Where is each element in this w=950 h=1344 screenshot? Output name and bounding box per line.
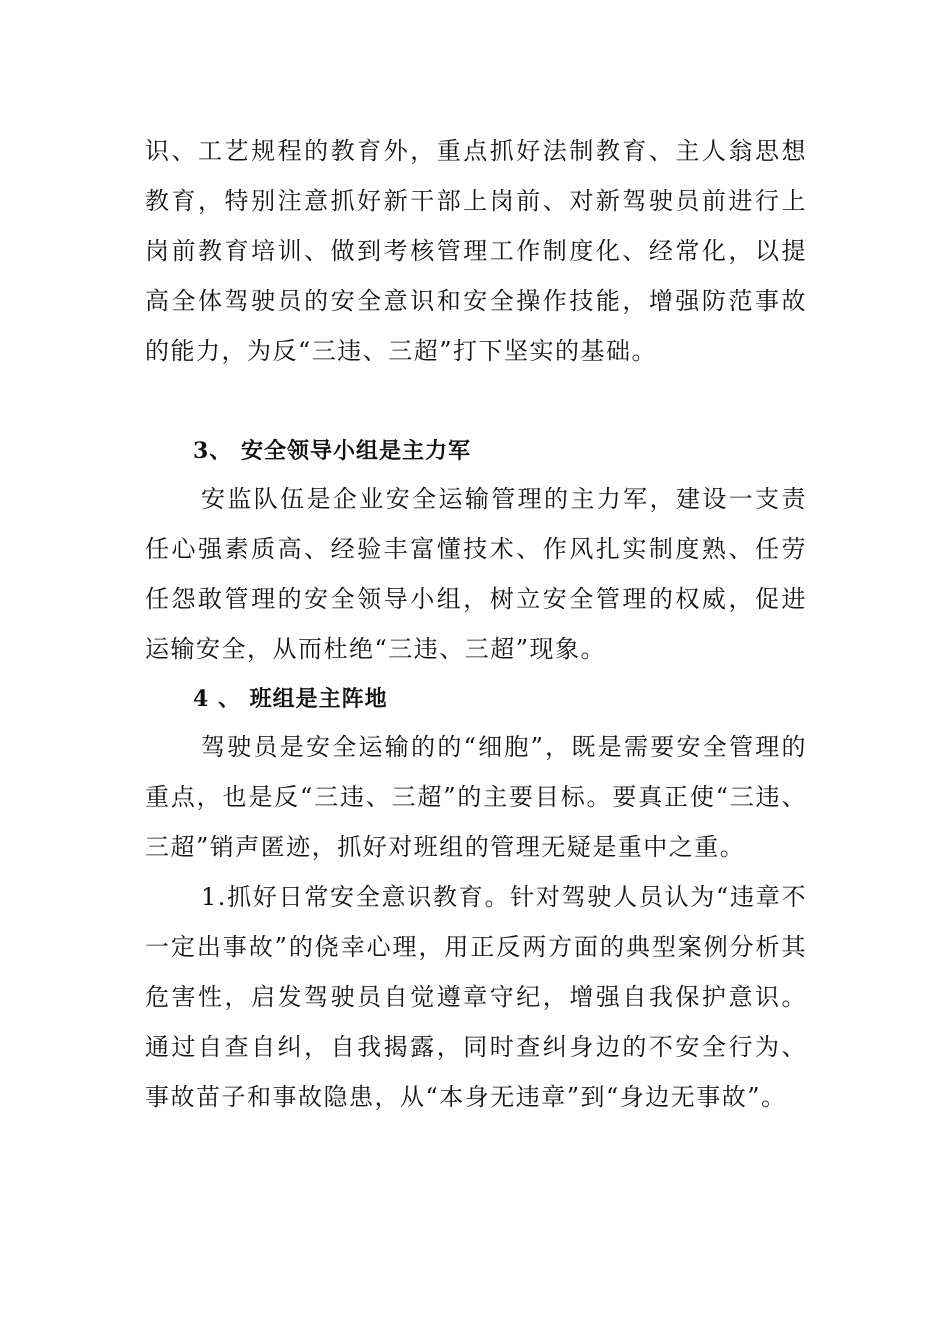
paragraph-daily-education: 1.抓好日常安全意识教育。针对驾驶人员认为“违章不一定出事故”的侥幸心理，用正反两方面的典型案例分析其危害性，启发驾驶员自觉遵章守纪，增强自我保护意识。通过自查自纠，自我揭露，同时查纠身边的不安全行为、事故苗子和事故隐患，从“本身无违章”到“身边无事故”。 xyxy=(145,883,807,1111)
paragraph-team-position: 驾驶员是安全运输的的“细胞”，既是需要安全管理的重点，也是反“三违、三超”的主要目标。要真正使“三违、三超”销声匿迹，抓好对班组的管理无疑是重中之重。 xyxy=(145,733,807,861)
paragraph-safety-team: 安监队伍是企业安全运输管理的主力军，建设一支责任心强素质高、经验丰富懂技术、作风扎实制度熟、任劳任怨敢管理的安全领导小组，树立安全管理的权威，促进运输安全，从而杜绝“三违、三超”现象。 xyxy=(145,485,807,663)
paragraph-education-continued: 识、工艺规程的教育外，重点抓好法制教育、主人翁思想教育，特别注意抓好新干部上岗前、对新驾驶员前进行上岗前教育培训、做到考核管理工作制度化、经常化，以提高全体驾驶员的安全意识和安全操作技能，增强防范事故的能力，为反“三违、三超”打下坚实的基础。 xyxy=(145,137,807,365)
section-heading-4: 4 、 班组是主阵地 xyxy=(193,686,388,712)
section-heading-3: 3、 安全领导小组是主力军 xyxy=(193,438,471,464)
